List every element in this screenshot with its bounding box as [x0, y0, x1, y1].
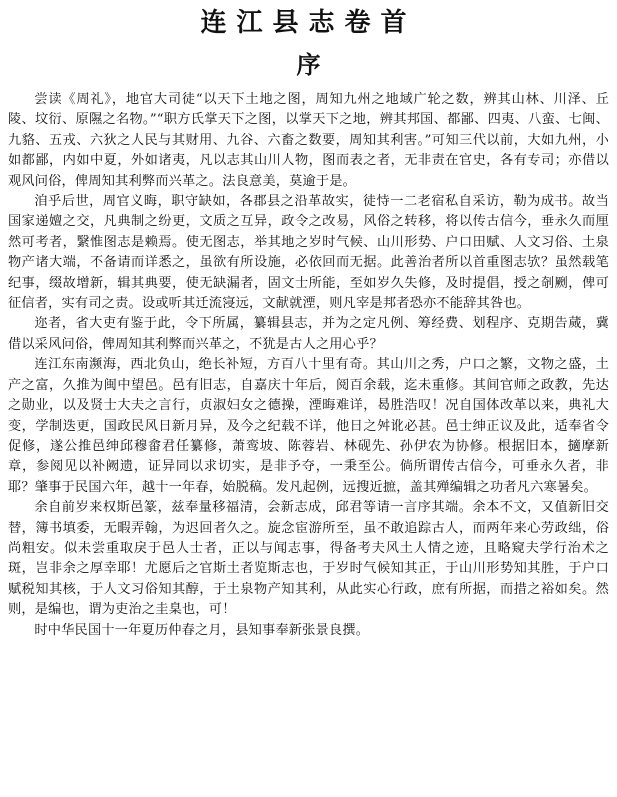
signature-paragraph: 时中华民国十一年夏历仲春之月，县知事奉新张景良撰。 [34, 622, 370, 638]
paragraph: 连江东南濒海，西北负山，绝长补短，方百八十里有奇。其山川之秀，户口之繁，文物之盛，土产之富，久推为闽中望邑。邑有旧志，自嘉庆十年后，阅百余载，迄未重修。其间官师之政教，先达之勋业，以及贤士大夫之言行，贞淑妇女之德操，湮晦难详，曷胜浩叹！况自国体改革以来，典礼大变，学制迭更，国政民风日新月异，及今之纪载不详，他日之舛讹必甚。邑士绅正议及此，适奉省令促修，遂公推邑绅邱穆畲君任纂修，萧鸾坡、陈蓉岩、林砚先、孙伊农为协修。根据旧本，擿摩新章，参阅见以补阙遗，证异同以求切实，是非予夺，一秉至公。倘所谓传古信今，可垂永久者，非耶？肇事于民国六年，越十一年春，始脱稿。发凡起例，远搜近摭，盖其殚编辑之功者凡六寒暑矣。 [8, 357, 609, 495]
paragraph: 余自前岁来权斯邑篆，兹奉量移福清，会新志成，邱君等请一言序其端。余本不文，又值新旧交替，簿书填委，无暇弄翰，为迟回者久之。旋念宦游所至，虽不敢追踪古人，而两年来心劳政绌，俗尚粗安。似未尝重取戾于邑人士者，正以与闻志事，得备考夫风土人情之迹，且略窥夫学行治术之斑，岂非余之厚幸耶！尤愿后之官斯土者览斯志也，于岁时气候知其正，于山川形势知其胜，于户口赋税知其核，于人文习俗知其醇，于土泉物产知其利，从此实心行政，庶有所据，而措之裕如矣。然则，是编也，谓为吏治之圭臬也，可！ [8, 500, 609, 618]
book-title: 连江县志卷首 [200, 8, 417, 38]
paragraph: 洎乎后世，周官义晦，职守缺如，各郡县之沿革故实，徒恃一二老宿私自采访，勒为成书。故当国家递嬗之交，凡典制之纷更，文质之互异，政令之改易，风俗之转移，将以传古信今，垂永久而厘然可考者，繄惟图志是赖焉。使无图志，举其地之岁时气候、山川形势、户口田赋、人文习俗、土泉物产诸大端，不备请而详悉之，虽欲有所设施，必依回而无据。此善治者所以首重图志欤？虽然载笔纪事，缀故增新，辑其典要，使无缺漏者，固文士所能，至如岁久失修，及时提倡，授之剞劂，俾可征信者，实有司之责。设或听其迁流寖远，文献就湮，则凡宰是邦者恐亦不能辞其咎也。 [8, 194, 609, 312]
paragraph: 迩者，省大吏有鉴于此，令下所属，纂辑县志，并为之定凡例、筹经费、划程序、克期告蒇，冀借以采风问俗，俾周知其利弊而兴革之，不犹是古人之用心乎？ [8, 316, 609, 352]
paragraph: 尝读《周礼》，地官大司徒“以天下土地之图，周知九州之地域广轮之数，辨其山林、川泽、丘陵、坟衍、原隰之名物。”“职方氏掌天下之图，以掌天下之地，辨其邦国、都鄙、四夷、八蛮、七闽、九貉、五戎、六狄之人民与其财用、九谷、六畜之数要，周知其利害。”可知三代以前，大如九州，小如都鄙，内如中夏，外如诸夷，凡以志其山川人物，图而表之者，无非责在官史，各有专司；亦借以观风问俗，俾周知其利弊而兴革之。法良意美，莫逾于是。 [8, 92, 609, 189]
preface-body [8, 90, 609, 641]
section-title: 序 [296, 50, 321, 79]
